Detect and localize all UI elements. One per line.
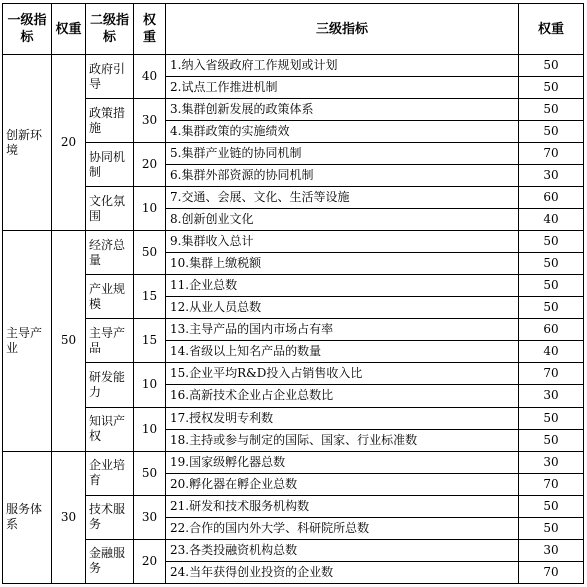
header-level3: 三级指标 xyxy=(166,4,519,55)
table-row xyxy=(3,363,584,385)
level2-weight: 30 xyxy=(134,99,166,143)
level2-cell: 文化氛围 xyxy=(86,187,134,231)
level3-weight: 70 xyxy=(519,363,584,385)
level3-weight: 70 xyxy=(519,561,584,583)
level3-cell: 12.从业人员总数 xyxy=(166,297,519,319)
level3-weight: 50 xyxy=(519,55,584,77)
level3-weight: 50 xyxy=(519,231,584,253)
level3-cell: 2.试点工作推进机制 xyxy=(166,77,519,99)
level1-cell: 主导产业 xyxy=(3,231,52,451)
level2-weight: 15 xyxy=(134,319,166,363)
table-row xyxy=(3,407,584,429)
level3-weight: 60 xyxy=(519,187,584,209)
level3-cell: 15.企业平均R&D投入占销售收入比 xyxy=(166,363,519,385)
level3-weight: 40 xyxy=(519,341,584,363)
level3-cell: 1.纳入省级政府工作规划或计划 xyxy=(166,55,519,77)
level3-cell: 4.集群政策的实施绩效 xyxy=(166,121,519,143)
level3-weight: 50 xyxy=(519,407,584,429)
level3-cell: 5.集群产业链的协同机制 xyxy=(166,143,519,165)
header-level2: 二级指标 xyxy=(86,4,134,55)
header-level1: 一级指标 xyxy=(3,4,52,55)
level2-cell: 政策措施 xyxy=(86,99,134,143)
header-weight3: 权重 xyxy=(519,4,584,55)
level2-weight: 40 xyxy=(134,55,166,99)
level3-cell: 23.各类投融资机构总数 xyxy=(166,539,519,561)
level3-cell: 13.主导产品的国内市场占有率 xyxy=(166,319,519,341)
level2-weight: 10 xyxy=(134,363,166,407)
level3-weight: 40 xyxy=(519,209,584,231)
level1-weight: 20 xyxy=(52,55,86,231)
level1-cell: 服务体系 xyxy=(3,451,52,583)
level3-weight: 30 xyxy=(519,165,584,187)
table-row xyxy=(3,319,584,341)
level2-cell: 企业培育 xyxy=(86,451,134,495)
level2-weight: 20 xyxy=(134,539,166,583)
level2-weight: 10 xyxy=(134,187,166,231)
level2-cell: 主导产品 xyxy=(86,319,134,363)
level3-cell: 6.集群外部资源的协同机制 xyxy=(166,165,519,187)
level3-weight: 50 xyxy=(519,121,584,143)
level3-cell: 10.集群上缴税额 xyxy=(166,253,519,275)
table-row xyxy=(3,539,584,561)
level3-cell: 14.省级以上知名产品的数量 xyxy=(166,341,519,363)
level2-weight: 50 xyxy=(134,231,166,275)
level1-cell: 创新环境 xyxy=(3,55,52,231)
header-weight1: 权重 xyxy=(52,4,86,55)
level3-cell: 17.授权发明专利数 xyxy=(166,407,519,429)
level3-cell: 11.企业总数 xyxy=(166,275,519,297)
level3-weight: 50 xyxy=(519,297,584,319)
header-row xyxy=(3,4,584,55)
level3-weight: 50 xyxy=(519,99,584,121)
level3-weight: 50 xyxy=(519,495,584,517)
level2-weight: 10 xyxy=(134,407,166,451)
level2-cell: 研发能力 xyxy=(86,363,134,407)
level3-cell: 3.集群创新发展的政策体系 xyxy=(166,99,519,121)
level2-cell: 政府引导 xyxy=(86,55,134,99)
level2-cell: 技术服务 xyxy=(86,495,134,539)
table-row xyxy=(3,55,584,77)
level2-cell: 产业规模 xyxy=(86,275,134,319)
level2-cell: 协同机制 xyxy=(86,143,134,187)
level3-weight: 30 xyxy=(519,539,584,561)
level3-weight: 50 xyxy=(519,517,584,539)
indicator-table xyxy=(2,3,584,584)
level3-weight: 50 xyxy=(519,77,584,99)
table-row xyxy=(3,231,584,253)
level3-weight: 50 xyxy=(519,429,584,451)
level3-cell: 7.交通、会展、文化、生活等设施 xyxy=(166,187,519,209)
table-row xyxy=(3,275,584,297)
level1-weight: 50 xyxy=(52,231,86,451)
level3-cell: 24.当年获得创业投资的企业数 xyxy=(166,561,519,583)
level3-weight: 30 xyxy=(519,385,584,407)
level3-cell: 21.研发和技术服务机构数 xyxy=(166,495,519,517)
table-row xyxy=(3,451,584,473)
table-row xyxy=(3,187,584,209)
level3-weight: 70 xyxy=(519,473,584,495)
level3-cell: 16.高新技术企业占企业总数比 xyxy=(166,385,519,407)
level3-weight: 70 xyxy=(519,143,584,165)
level1-weight: 30 xyxy=(52,451,86,583)
level3-cell: 19.国家级孵化器总数 xyxy=(166,451,519,473)
level3-weight: 60 xyxy=(519,319,584,341)
level2-cell: 金融服务 xyxy=(86,539,134,583)
table-row xyxy=(3,495,584,517)
table-row xyxy=(3,143,584,165)
level3-cell: 18.主持或参与制定的国际、国家、行业标准数 xyxy=(166,429,519,451)
level2-cell: 知识产权 xyxy=(86,407,134,451)
level2-weight: 50 xyxy=(134,451,166,495)
level3-weight: 50 xyxy=(519,253,584,275)
level3-cell: 20.孵化器在孵企业总数 xyxy=(166,473,519,495)
level3-cell: 8.创新创业文化 xyxy=(166,209,519,231)
level2-cell: 经济总量 xyxy=(86,231,134,275)
level3-cell: 22.合作的国内外大学、科研院所总数 xyxy=(166,517,519,539)
level2-weight: 20 xyxy=(134,143,166,187)
level2-weight: 15 xyxy=(134,275,166,319)
level2-weight: 30 xyxy=(134,495,166,539)
level3-cell: 9.集群收入总计 xyxy=(166,231,519,253)
header-weight2: 权重 xyxy=(134,4,166,55)
level3-weight: 50 xyxy=(519,275,584,297)
level3-weight: 30 xyxy=(519,451,584,473)
table-row xyxy=(3,99,584,121)
